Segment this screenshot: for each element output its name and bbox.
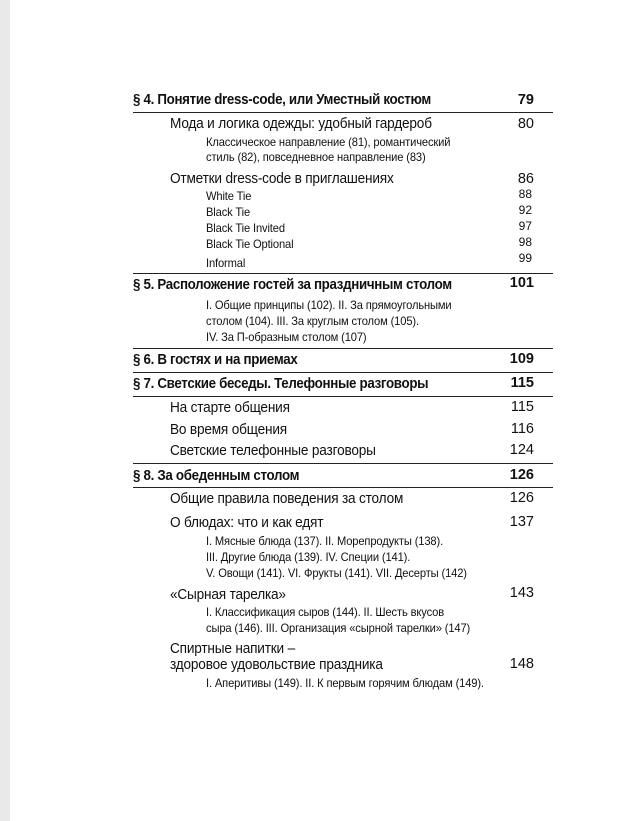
section-8-cheese: «Сырная тарелка» [170,587,286,603]
section-7-item: Светские телефонные разговоры [170,443,376,459]
section-8-drinks-page: 148 [509,656,534,672]
section-7-title: § 7. Светские беседы. Телефонные разговоры [133,376,429,392]
section-8-title: § 8. За обеденным столом [133,468,300,484]
section-8-rule [133,463,553,464]
section-8-subrule [133,487,553,488]
section-8-drinks-line: Спиртные напитки – [170,641,295,657]
section-7-subrule [133,396,553,397]
moda-detail-line: Классическое направление (81), романтический [206,135,451,149]
section-8-drinks-line: здоровое удовольствие праздника [170,657,383,673]
section-4-page: 79 [517,92,534,108]
dress-code-item-page: 98 [518,235,532,249]
drinks-detail-line: I. Аперитивы (149). II. К первым горячим блюдам (149). [206,676,484,690]
section-4-rule [133,112,553,113]
section-5-rule [133,273,553,274]
section-7-rule [133,372,553,373]
dishes-detail-line: I. Мясные блюда (137). II. Морепродукты (138). [206,534,444,548]
section-8-dishes-page: 137 [509,514,534,530]
dress-code-item: Black Tie Optional [206,237,294,251]
dress-code-item: White Tie [206,189,252,203]
section-7-item: На старте общения [170,400,290,416]
section-7-item-page: 124 [509,442,534,458]
section-5-detail-line: I. Общие принципы (102). II. За прямоугольными [206,298,452,312]
section-6-rule [133,348,553,349]
section-6-page: 109 [509,351,534,367]
book-page [10,0,617,821]
dress-code-item: Black Tie Invited [206,221,285,235]
moda-page: 80 [517,116,534,132]
section-8-rules-page: 126 [509,490,534,506]
section-8-rules: Общие правила поведения за столом [170,491,404,507]
dress-code-item: Informal [206,256,246,270]
moda-detail-line: стиль (82), повседневное направление (83) [206,150,426,164]
section-7-page: 115 [510,375,534,391]
section-4-title: § 4. Понятие dress-code, или Уместный костюм [133,92,431,108]
section-5-detail-line: столом (104). III. За круглым столом (105). [206,314,419,328]
section-5-detail-line: IV. За П-образным столом (107) [206,330,367,344]
otmetki-title: Отметки dress-code в приглашениях [170,171,394,187]
section-8-dishes: О блюдах: что и как едят [170,515,324,531]
dress-code-item-page: 92 [518,203,532,217]
dress-code-item-page: 88 [518,187,532,201]
section-5-page: 101 [509,275,534,291]
otmetki-page: 86 [517,171,534,187]
section-6-title: § 6. В гостях и на приемах [133,352,298,368]
section-7-item-page: 116 [510,421,534,437]
dress-code-item-page: 99 [518,251,532,265]
dress-code-item-page: 97 [518,219,532,233]
section-7-item-page: 115 [510,399,534,415]
moda-title: Мода и логика одежды: удобный гардероб [170,116,432,132]
section-8-cheese-page: 143 [509,585,534,601]
dress-code-item: Black Tie [206,205,251,219]
section-7-item: Во время общения [170,422,287,438]
section-5-title: § 5. Расположение гостей за праздничным столом [133,277,452,293]
section-8-page: 126 [509,467,534,483]
cheese-detail-line: сыра (146). III. Организация «сырной тарелки» (147) [206,621,471,635]
dishes-detail-line: III. Другие блюда (139). IV. Специи (141). [206,550,411,564]
dishes-detail-line: V. Овощи (141). VI. Фрукты (141). VII. Десерты (142) [206,566,467,580]
cheese-detail-line: I. Классификация сыров (144). II. Шесть вкусов [206,605,444,619]
